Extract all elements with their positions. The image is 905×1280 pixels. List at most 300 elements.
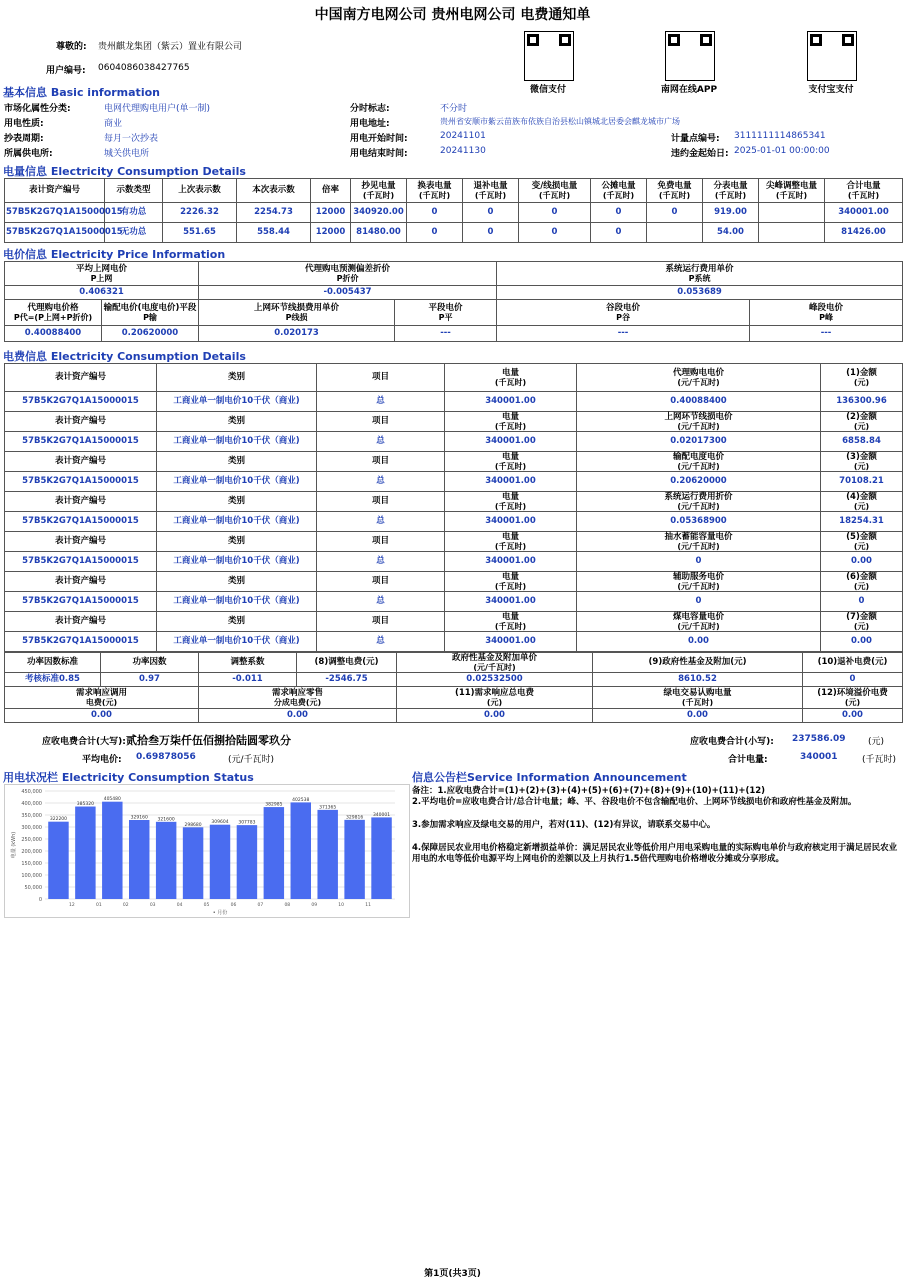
table-cell: 工商业单一制电价10千伏（商业) <box>157 632 317 652</box>
table-cell <box>759 223 825 243</box>
page-number: 第1页(共3页) <box>424 1269 481 1279</box>
x-tick-label: 07 <box>257 903 264 908</box>
table-cell: 工商业单一制电价10千伏（商业) <box>157 472 317 492</box>
price-value: 0.20620000 <box>102 326 199 342</box>
column-header: 系统运行费用折价 (元/千瓦时) <box>577 492 821 512</box>
avg-price-label: 平均电价: <box>82 755 122 765</box>
basic-value: 商业 <box>104 119 123 129</box>
adjust-header: (12)环境溢价电费 (元) <box>803 687 903 709</box>
basic-value: 城关供电所 <box>104 149 150 159</box>
bar-value-label: 385320 <box>76 802 94 808</box>
qr-code-icon[interactable] <box>807 31 857 81</box>
avg-price-value: 0.69878056 <box>136 752 196 762</box>
bar-value-label: 307783 <box>238 820 256 826</box>
fees-table <box>4 363 903 652</box>
total-small-label: 应收电费合计(小写): <box>690 737 774 747</box>
table-cell: 0.00 <box>821 632 903 652</box>
basic-value: 每月一次抄表 <box>104 134 159 144</box>
table-cell: 0 <box>591 203 647 223</box>
column-header: 项目 <box>317 612 445 632</box>
bar-value-label: 329160 <box>130 815 148 821</box>
basic-label: 计量点编号: <box>671 134 720 144</box>
bar <box>291 802 311 899</box>
x-axis-label: • 月份 <box>212 910 228 916</box>
column-header: (6)金额 (元) <box>821 572 903 592</box>
qr-label-alipay: 支付宝支付 <box>808 85 854 95</box>
basic-value: 2025-01-01 00:00:00 <box>734 146 830 156</box>
adjust-value: -0.011 <box>199 673 297 687</box>
fees-header-row <box>5 532 903 552</box>
total-qty-unit: (千瓦时) <box>862 755 897 765</box>
column-header: 类别 <box>157 412 317 432</box>
qr-code-icon[interactable] <box>524 31 574 81</box>
table-cell: 0 <box>591 223 647 243</box>
table-cell: 12000 <box>311 223 351 243</box>
adjust-header: 功率因数 <box>101 653 199 673</box>
table-cell: 340001.00 <box>445 472 577 492</box>
price-header: 谷段电价 P谷 <box>497 300 750 326</box>
adjust-value: 0.00 <box>803 709 903 723</box>
table-cell: 57B5K2G7Q1A15000015 <box>5 592 157 612</box>
table-cell: 总 <box>317 552 445 572</box>
x-tick-label: 02 <box>122 903 129 908</box>
basic-value: 20241101 <box>440 131 486 141</box>
table-cell: 0 <box>463 223 519 243</box>
y-tick-label: 250,000 <box>21 837 42 843</box>
price-value: --- <box>750 326 903 342</box>
table-cell: 81480.00 <box>351 223 407 243</box>
fees-header-row <box>5 572 903 592</box>
table-cell: 340001.00 <box>445 512 577 532</box>
column-header: 类别 <box>157 612 317 632</box>
column-header: 变/线损电量 (千瓦时) <box>519 179 591 203</box>
basic-label: 分时标志: <box>350 104 390 114</box>
status-section-title: 用电状况栏 Electricity Consumption Status <box>3 771 254 784</box>
column-header: 辅助服务电价 (元/千瓦时) <box>577 572 821 592</box>
table-cell: 无功总 <box>105 223 163 243</box>
consumption-chart <box>4 784 410 918</box>
table-cell: 340920.00 <box>351 203 407 223</box>
table-cell: 57B5K2G7Q1A15000015 <box>5 512 157 532</box>
price-header: 系统运行费用单价 P系统 <box>497 262 903 286</box>
x-tick-label: 10 <box>338 903 345 908</box>
table-cell: 558.44 <box>237 223 311 243</box>
column-header: 抽水蓄能容量电价 (元/千瓦时) <box>577 532 821 552</box>
table-cell: 总 <box>317 392 445 412</box>
bar-value-label: 298680 <box>184 822 202 828</box>
fees-header-row <box>5 364 903 392</box>
table-cell: 12000 <box>311 203 351 223</box>
x-tick-label: 01 <box>95 903 102 908</box>
column-header: 类别 <box>157 532 317 552</box>
x-tick-label: 11 <box>365 903 371 908</box>
table-row <box>5 552 903 572</box>
y-tick-label: 450,000 <box>21 789 42 795</box>
table-cell: 工商业单一制电价10千伏（商业) <box>157 592 317 612</box>
column-header: 表计资产编号 <box>5 364 157 392</box>
page-title: 中国南方电网公司 贵州电网公司 电费通知单 <box>314 7 591 23</box>
column-header: 类别 <box>157 492 317 512</box>
table-cell: 70108.21 <box>821 472 903 492</box>
table-cell: 0 <box>519 203 591 223</box>
basic-row <box>0 144 905 159</box>
table-cell: 136300.96 <box>821 392 903 412</box>
table-cell: 340001.00 <box>445 592 577 612</box>
price-value: 0.020173 <box>199 326 395 342</box>
table-cell: 总 <box>317 632 445 652</box>
adjust-header: 调整系数 <box>199 653 297 673</box>
price-header: 峰段电价 P峰 <box>750 300 903 326</box>
y-tick-label: 100,000 <box>21 873 42 879</box>
price-section-title: 电价信息 Electricity Price Information <box>3 248 226 261</box>
column-header: (1)金额 (元) <box>821 364 903 392</box>
table-cell: 54.00 <box>703 223 759 243</box>
table-cell: 2226.32 <box>163 203 237 223</box>
avg-price-unit: (元/千瓦时) <box>228 755 275 765</box>
table-row <box>5 632 903 652</box>
bar-value-label: 321600 <box>157 817 175 823</box>
basic-label: 市场化属性分类: <box>4 104 71 114</box>
column-header: 代理购电电价 (元/千瓦时) <box>577 364 821 392</box>
bar-value-label: 322200 <box>49 817 68 823</box>
table-cell: 0 <box>577 552 821 572</box>
announce-line: 3.参加需求响应及绿电交易的用户，若对(11)、(12)有异议，请联系交易中心。 <box>412 820 716 830</box>
bar <box>183 827 203 899</box>
table-row <box>5 203 903 223</box>
table-cell <box>647 223 703 243</box>
table-cell: 0 <box>407 203 463 223</box>
table-cell: 57B5K2G7Q1A15000015 <box>5 552 157 572</box>
table-row <box>5 432 903 452</box>
column-header: 电量 (千瓦时) <box>445 532 577 552</box>
bar <box>317 810 337 899</box>
bar <box>156 822 176 899</box>
table-cell: 0.05368900 <box>577 512 821 532</box>
table-cell: 工商业单一制电价10千伏（商业) <box>157 512 317 532</box>
table-cell: 2254.73 <box>237 203 311 223</box>
y-tick-label: 150,000 <box>21 861 42 867</box>
basic-value: 贵州省安顺市紫云苗族布依族自治县松山镇城北居委会麒龙城市广场 <box>440 117 680 126</box>
column-header: 项目 <box>317 572 445 592</box>
column-header: 项目 <box>317 364 445 392</box>
column-header: 免费电量 (千瓦时) <box>647 179 703 203</box>
price-header: 上网环节线损费用单价 P线损 <box>199 300 395 326</box>
bar <box>48 822 68 899</box>
adjust-header: 政府性基金及附加单价 (元/千瓦时) <box>397 653 593 673</box>
fees-header-row <box>5 612 903 632</box>
table-cell: 919.00 <box>703 203 759 223</box>
bar-value-label: 329816 <box>346 815 364 821</box>
qr-label-wechat: 微信支付 <box>529 85 566 95</box>
table-cell: 0.00 <box>577 632 821 652</box>
table-row <box>5 472 903 492</box>
column-header: 表计资产编号 <box>5 572 157 592</box>
adjust-value: 考核标准0.85 <box>5 673 101 687</box>
user-no-label: 用户编号: <box>46 66 86 76</box>
column-header: (5)金额 (元) <box>821 532 903 552</box>
price-value: 0.053689 <box>497 286 903 300</box>
table-cell: 18254.31 <box>821 512 903 532</box>
bar <box>371 817 391 899</box>
y-tick-label: 400,000 <box>21 801 42 807</box>
table-row <box>5 223 903 243</box>
column-header: 电量 (千瓦时) <box>445 492 577 512</box>
table-cell: 工商业单一制电价10千伏（商业) <box>157 552 317 572</box>
table-cell: 81426.00 <box>825 223 903 243</box>
column-header: 表计资产编号 <box>5 179 105 203</box>
y-tick-label: 200,000 <box>21 849 42 855</box>
table-cell: 0 <box>821 592 903 612</box>
bar <box>210 825 230 899</box>
bar-value-label: 371365 <box>319 805 337 811</box>
bar <box>264 807 284 899</box>
column-header: 公摊电量 (千瓦时) <box>591 179 647 203</box>
table-cell: 0.02017300 <box>577 432 821 452</box>
column-header: 表计资产编号 <box>5 452 157 472</box>
y-tick-label: 0 <box>38 897 42 903</box>
adjust-value: 8610.52 <box>593 673 803 687</box>
table-cell: 57B5K2G7Q1A15000015 <box>5 632 157 652</box>
announce-line: 4.保障居民农业用电价格稳定新增损益单价：满足居民农业等低价用户用电采购电量的实际购电单价与政府核定用于满足居民农业用电的水电等低价电源平均上网电价的差额以及上月执行1.5倍代理购电价格增收分摊或分享形成。 <box>412 843 898 864</box>
column-header: 本次表示数 <box>237 179 311 203</box>
table-cell: 0.00 <box>821 552 903 572</box>
price-value: 0.406321 <box>5 286 199 300</box>
table-cell: 0.20620000 <box>577 472 821 492</box>
announce-section-title: 信息公告栏Service Information Announcement <box>412 771 687 784</box>
column-header: 退补电量 (千瓦时) <box>463 179 519 203</box>
basic-row <box>0 99 905 114</box>
adjust-header: (10)退补电费(元) <box>803 653 903 673</box>
customer-name: 贵州麒龙集团（紫云）置业有限公司 <box>98 42 243 52</box>
column-header: (3)金额 (元) <box>821 452 903 472</box>
column-header: 合计电量 (千瓦时) <box>825 179 903 203</box>
table-cell: 6858.84 <box>821 432 903 452</box>
x-tick-label: 08 <box>284 903 291 908</box>
column-header: (2)金额 (元) <box>821 412 903 432</box>
user-no: 0604086038427765 <box>98 63 190 73</box>
y-tick-label: 50,000 <box>24 885 42 891</box>
column-header: 上次表示数 <box>163 179 237 203</box>
announce-line: 2.平均电价=应收电费合计/总合计电量；峰、平、谷段电价不包含输配电价、上网环节线损电价和政府性基金及附加。 <box>412 797 857 807</box>
column-header: 换表电量 (千瓦时) <box>407 179 463 203</box>
basic-row <box>0 129 905 144</box>
table-cell: 0 <box>577 592 821 612</box>
table-cell: 57B5K2G7Q1A15000015 <box>5 432 157 452</box>
adjust-header: 绿电交易认购电量 (千瓦时) <box>593 687 803 709</box>
column-header: 抄见电量 (千瓦时) <box>351 179 407 203</box>
total-small-unit: (元) <box>868 737 885 747</box>
bar <box>75 807 95 899</box>
price-table <box>4 261 903 342</box>
table-cell: 0 <box>407 223 463 243</box>
adjust-value: 0.02532500 <box>397 673 593 687</box>
x-tick-label: 06 <box>230 903 237 908</box>
table-cell: 340001.00 <box>825 203 903 223</box>
column-header: 电量 (千瓦时) <box>445 612 577 632</box>
table-cell: 工商业单一制电价10千伏（商业) <box>157 392 317 412</box>
column-header: 项目 <box>317 492 445 512</box>
table-cell: 57B5K2G7Q1A15000015 <box>5 203 105 223</box>
adjust-header: 功率因数标准 <box>5 653 101 673</box>
bar-value-label: 402538 <box>292 797 310 803</box>
price-header: 代理购电价格 P代=(P上网+P折价) <box>5 300 102 326</box>
adjust-table <box>4 652 903 723</box>
table-cell: 总 <box>317 432 445 452</box>
column-header: 项目 <box>317 532 445 552</box>
price-header: 平段电价 P平 <box>395 300 497 326</box>
column-header: 类别 <box>157 572 317 592</box>
column-header: 项目 <box>317 452 445 472</box>
qr-label-app: 南网在线APP <box>660 85 718 95</box>
column-header: 类别 <box>157 452 317 472</box>
total-qty-label: 合计电量: <box>728 755 768 765</box>
consumption-table <box>4 178 903 243</box>
basic-value: 电网代理购电用户(单一制) <box>104 104 211 114</box>
adjust-value: 0.00 <box>199 709 397 723</box>
announce-line: 备注：1.应收电费合计=(1)+(2)+(3)+(4)+(5)+(6)+(7)+(8)+(9)+(10)+(11)+(12) <box>412 786 766 796</box>
adjust-header: (9)政府性基金及附加(元) <box>593 653 803 673</box>
column-header: 表计资产编号 <box>5 532 157 552</box>
basic-label: 用电结束时间: <box>350 149 408 159</box>
column-header: 示数类型 <box>105 179 163 203</box>
column-header: 类别 <box>157 364 317 392</box>
basic-value: 不分时 <box>440 104 468 114</box>
column-header: 电量 (千瓦时) <box>445 572 577 592</box>
price-value: 0.40088400 <box>5 326 102 342</box>
column-header: 电量 (千瓦时) <box>445 452 577 472</box>
bar-value-label: 309604 <box>211 820 229 826</box>
bar <box>237 825 257 899</box>
x-tick-label: 09 <box>311 903 318 908</box>
table-cell: 57B5K2G7Q1A15000015 <box>5 472 157 492</box>
column-header: 电量 (千瓦时) <box>445 364 577 392</box>
fees-section-title: 电费信息 Electricity Consumption Details <box>3 350 246 363</box>
adjust-value: -2546.75 <box>297 673 397 687</box>
table-cell <box>759 203 825 223</box>
basic-label: 用电开始时间: <box>350 134 408 144</box>
x-tick-label: 05 <box>203 903 210 908</box>
bar <box>102 802 122 899</box>
fees-header-row <box>5 452 903 472</box>
qr-code-icon[interactable] <box>665 31 715 81</box>
table-cell: 340001.00 <box>445 632 577 652</box>
basic-label: 抄表周期: <box>4 134 44 144</box>
column-header: 表计资产编号 <box>5 492 157 512</box>
price-header: 代理购电预测偏差折价 P折价 <box>199 262 497 286</box>
consumption-section-title: 电量信息 Electricity Consumption Details <box>3 165 246 178</box>
table-cell: 总 <box>317 472 445 492</box>
column-header: 表计资产编号 <box>5 612 157 632</box>
table-cell: 340001.00 <box>445 432 577 452</box>
table-cell: 0 <box>519 223 591 243</box>
table-cell: 0 <box>647 203 703 223</box>
column-header: 项目 <box>317 412 445 432</box>
table-row <box>5 392 903 412</box>
column-header: 倍率 <box>311 179 351 203</box>
x-tick-label: 03 <box>149 903 156 908</box>
total-qty-value: 340001 <box>800 752 838 762</box>
price-header: 输配电价(电度电价)平段 P输 <box>102 300 199 326</box>
bar <box>129 820 149 899</box>
table-cell: 总 <box>317 512 445 532</box>
column-header: 尖峰调整电量 (千瓦时) <box>759 179 825 203</box>
bar-value-label: 405480 <box>103 797 121 803</box>
basic-value: 20241130 <box>440 146 486 156</box>
table-cell: 总 <box>317 592 445 612</box>
adjust-value: 0.00 <box>397 709 593 723</box>
basic-info <box>0 99 905 162</box>
adjust-header: 需求响应调用 电费(元) <box>5 687 199 709</box>
column-header: (4)金额 (元) <box>821 492 903 512</box>
basic-label: 用电地址: <box>350 119 390 129</box>
adjust-header: (11)需求响应总电费 (元) <box>397 687 593 709</box>
bar-chart <box>5 785 409 917</box>
customer-label: 尊敬的: <box>56 42 87 52</box>
total-upper-value: 贰拾叁万柒仟伍佰捌拾陆圆零玖分 <box>126 734 291 747</box>
basic-section-title: 基本信息 Basic information <box>3 86 160 99</box>
basic-label: 所属供电所: <box>4 149 53 159</box>
fees-header-row <box>5 492 903 512</box>
table-cell: 340001.00 <box>445 552 577 572</box>
price-value: --- <box>395 326 497 342</box>
adjust-value: 0.00 <box>593 709 803 723</box>
table-header-row <box>5 179 903 203</box>
price-value: -0.005437 <box>199 286 497 300</box>
total-upper-label: 应收电费合计(大写): <box>42 737 126 747</box>
total-small-value: 237586.09 <box>792 734 846 744</box>
column-header: (7)金额 (元) <box>821 612 903 632</box>
adjust-value: 0.00 <box>5 709 199 723</box>
bar-value-label: 382985 <box>265 802 283 808</box>
basic-row <box>0 114 905 129</box>
announce-body <box>412 786 902 865</box>
basic-value: 3111111114865341 <box>734 131 826 141</box>
table-cell: 340001.00 <box>445 392 577 412</box>
price-header: 平均上网电价 P上网 <box>5 262 199 286</box>
column-header: 表计资产编号 <box>5 412 157 432</box>
column-header: 煤电容量电价 (元/千瓦时) <box>577 612 821 632</box>
table-cell: 57B5K2G7Q1A15000015 <box>5 223 105 243</box>
column-header: 上网环节线损电价 (元/千瓦时) <box>577 412 821 432</box>
table-cell: 551.65 <box>163 223 237 243</box>
x-tick-label: 12 <box>69 903 75 908</box>
adjust-value: 0.97 <box>101 673 199 687</box>
bar-value-label: 340001 <box>372 812 391 818</box>
table-cell: 57B5K2G7Q1A15000015 <box>5 392 157 412</box>
table-row <box>5 512 903 532</box>
column-header: 输配电度电价 (元/千瓦时) <box>577 452 821 472</box>
table-cell: 0.40088400 <box>577 392 821 412</box>
bar <box>344 820 364 899</box>
adjust-header: (8)调整电费(元) <box>297 653 397 673</box>
y-axis-label: 电量 (kWh) <box>11 831 17 859</box>
y-tick-label: 350,000 <box>21 813 42 819</box>
table-cell: 0 <box>463 203 519 223</box>
fees-header-row <box>5 412 903 432</box>
y-tick-label: 300,000 <box>21 825 42 831</box>
price-value: --- <box>497 326 750 342</box>
adjust-header: 需求响应零售 分成电费(元) <box>199 687 397 709</box>
column-header: 分表电量 (千瓦时) <box>703 179 759 203</box>
column-header: 电量 (千瓦时) <box>445 412 577 432</box>
adjust-value: 0 <box>803 673 903 687</box>
basic-label: 违约金起始日: <box>671 149 729 159</box>
basic-label: 用电性质: <box>4 119 44 129</box>
table-cell: 有功总 <box>105 203 163 223</box>
table-cell: 工商业单一制电价10千伏（商业) <box>157 432 317 452</box>
table-row <box>5 592 903 612</box>
x-tick-label: 04 <box>176 903 183 908</box>
